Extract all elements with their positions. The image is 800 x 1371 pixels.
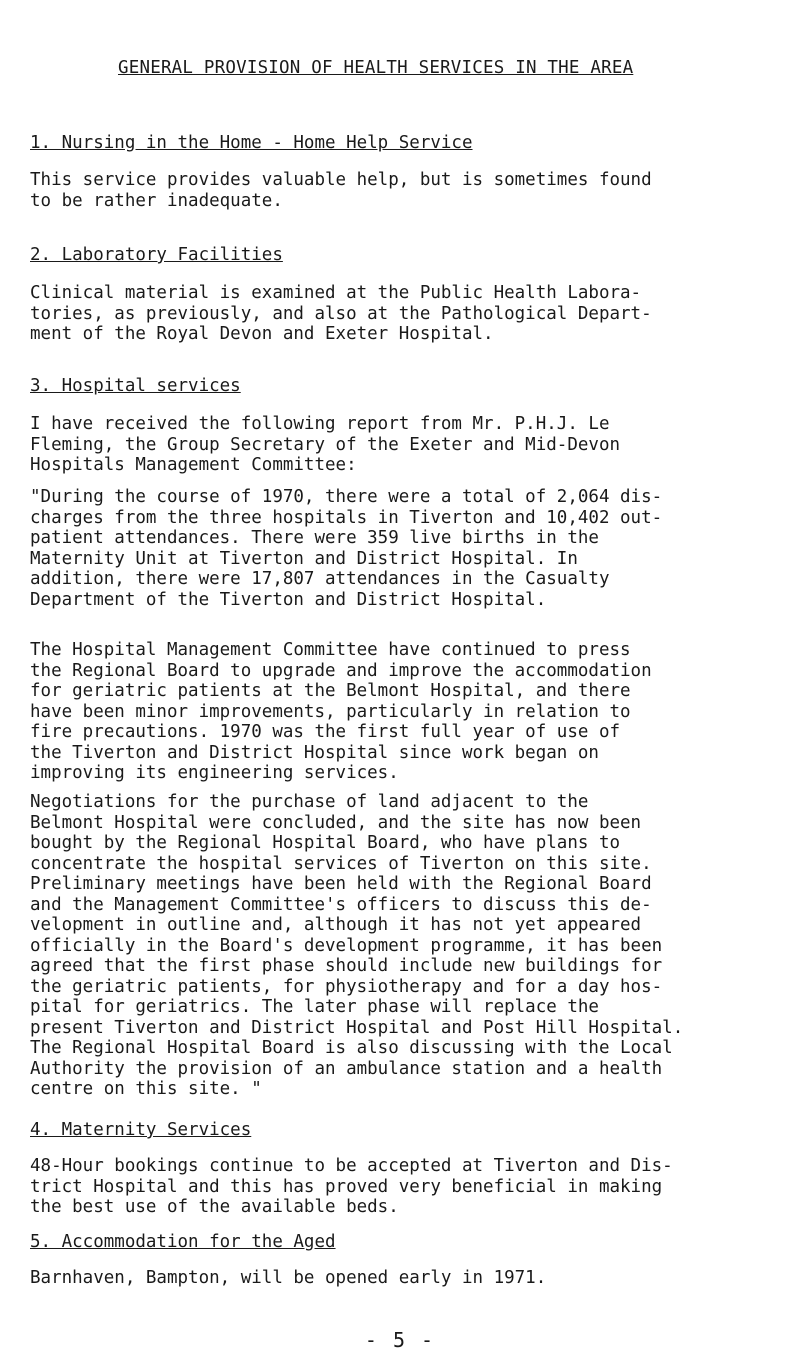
- section-paragraph: Barnhaven, Bampton, will be opened early in 1971.: [30, 1268, 547, 1288]
- section-paragraph: 48-Hour bookings continue to be accepted at Tiverton and Dis- trict Hospital and this has proved very beneficial in making the best use of the available beds.: [30, 1156, 673, 1217]
- section-heading-accommodation: 5. Accommodation for the Aged: [30, 1232, 336, 1252]
- section-heading-laboratory: 2. Laboratory Facilities: [30, 245, 283, 265]
- section-paragraph: "During the course of 1970, there were a total of 2,064 dis- charges from the three hospitals in Tiverton and 10,402 out- patient attendances. There were 359 live births in the Maternity Unit at Tiverton and District Hospital. In addition, there were 17,807 attendances in the Casualty Department of the Tiverton and District Hospital.: [30, 487, 663, 610]
- page-title: GENERAL PROVISION OF HEALTH SERVICES IN THE AREA: [118, 58, 634, 78]
- section-heading-nursing: 1. Nursing in the Home - Home Help Service: [30, 133, 473, 153]
- section-paragraph: This service provides valuable help, but is sometimes found to be rather inadequate.: [30, 170, 652, 211]
- section-paragraph: Negotiations for the purchase of land adjacent to the Belmont Hospital were concluded, and the site has now been bought by the Regional Hospital Board, who have plans to concentrate the hospital services of Tiverton on this site. Preliminary meetings have been held with the Regional Board and the Management Committee's officers to discuss this de- velopment in outline and, although it has not yet appeared officially in the Board's development programme, it has been agreed that the first phase should include new buildings for the geriatric patients, for physiotherapy and for a day hos- pital for geriatrics. The later phase will replace the present Tiverton and District Hospital and Post Hill Hospital. The Regional Hospital Board is also discussing with the Local Authority the provision of an ambulance station and a health centre on this site. ": [30, 792, 684, 1099]
- section-heading-maternity: 4. Maternity Services: [30, 1120, 252, 1140]
- section-paragraph: The Hospital Management Committee have continued to press the Regional Board to upgrade and improve the accommodation for geriatric patients at the Belmont Hospital, and there have been minor improvements, particularly in relation to fire precautions. 1970 was the first full year of use of the Tiverton and District Hospital since work began on improving its engineering services.: [30, 640, 652, 783]
- section-paragraph: I have received the following report from Mr. P.H.J. Le Fleming, the Group Secretary of the Exeter and Mid-Devon Hospitals Management Committee:: [30, 414, 621, 475]
- section-paragraph: Clinical material is examined at the Public Health Labora- tories, as previously, and also at the Pathological Depart- ment of the Royal Devon and Exeter Hospital.: [30, 283, 652, 344]
- page-number: - 5 -: [364, 1328, 436, 1352]
- section-heading-hospital: 3. Hospital services: [30, 376, 241, 396]
